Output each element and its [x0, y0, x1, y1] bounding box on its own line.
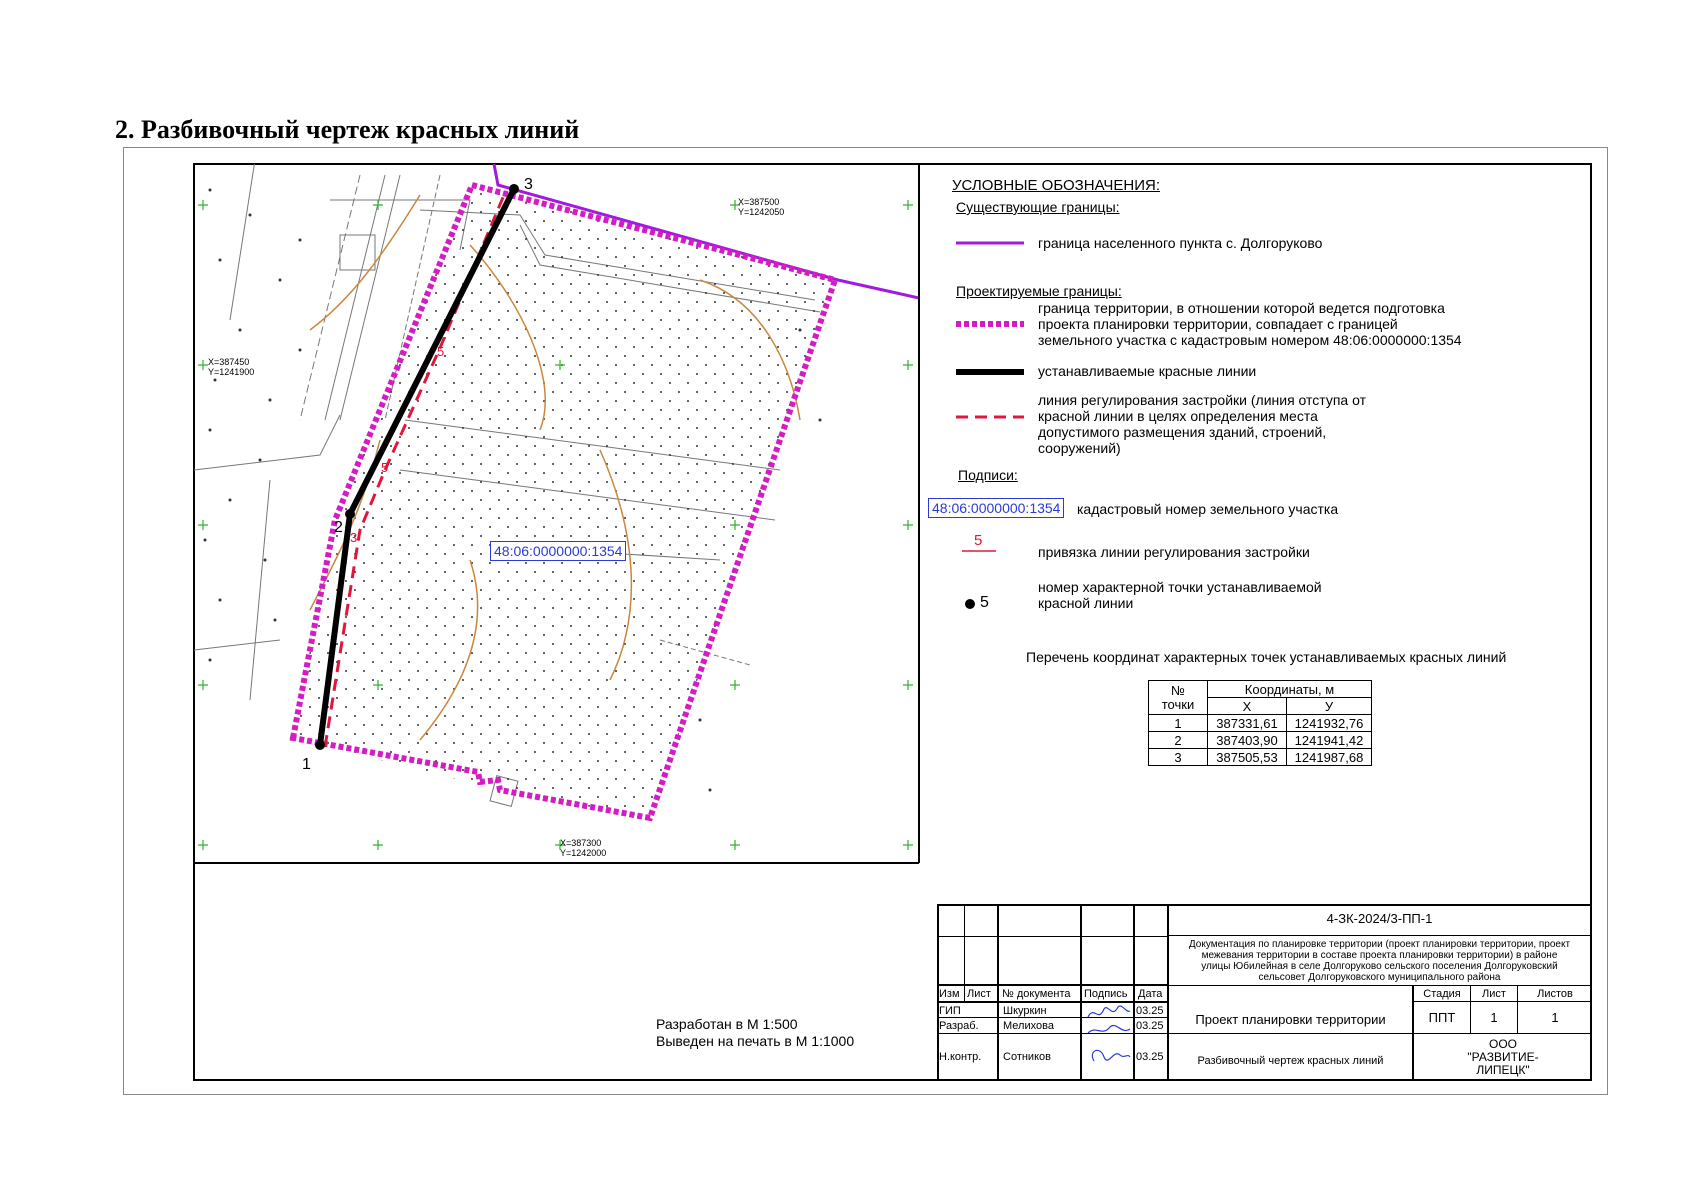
- page-heading: 2. Разбивочный чертеж красных линий: [115, 115, 580, 144]
- stamp-sheets: 1: [1551, 1010, 1559, 1025]
- stamp-name-dev: Мелихова: [1003, 1020, 1054, 1032]
- stamp-role-gip: ГИП: [939, 1005, 961, 1017]
- coords-head-no: № точки: [1149, 681, 1208, 715]
- coords-head-x: X: [1208, 698, 1287, 715]
- coords-head-coords: Координаты, м: [1208, 681, 1372, 698]
- point-label-1: 1: [302, 756, 311, 773]
- stamp-code: 4-ЗК-2024/3-ПП-1: [1326, 911, 1433, 926]
- scale-note: Разработан в М 1:500 Выведен на печать в М 1:1000: [656, 1016, 855, 1049]
- coords-head-y: У: [1287, 698, 1372, 715]
- stamp-role-nk: Н.контр.: [939, 1051, 982, 1063]
- point-marker-1: [315, 740, 325, 750]
- cadastral-number-label: 48:06:0000000:1354: [490, 541, 626, 561]
- stamp-col-doc: № документа: [1002, 988, 1071, 1000]
- legend-red-line-text: устанавливаемые красные линии: [1038, 363, 1257, 379]
- offset-label-lower: 3: [350, 530, 358, 545]
- offset-label-upper: 5: [437, 344, 445, 359]
- stamp-sheet-label: Лист: [1482, 988, 1506, 1000]
- stamp-stage-label: Стадия: [1423, 988, 1461, 1000]
- stamp-role-dev: Разраб.: [939, 1020, 979, 1032]
- legend-cadastral-desc: кадастровый номер земельного участка: [1077, 501, 1339, 517]
- legend-point-desc: номер характерной точки устанавливаемой красной линии: [1038, 579, 1322, 611]
- coords-table-title: Перечень координат характерных точек устанавливаемых красных линий: [1026, 649, 1507, 665]
- stamp-sheet-title: Разбивочный чертеж красных линий: [1197, 1055, 1384, 1067]
- grid-label-bottom: X=387300 Y=1242000: [560, 838, 607, 858]
- legend-territory-text: граница территории, в отношении которой ведется подготовка проекта планировки территории, совпадает с границей земельного участка с кадастровым номером 48:06:0000000:1354: [1038, 300, 1462, 348]
- stamp-col-date: Дата: [1138, 988, 1163, 1000]
- signatures: [1084, 1001, 1132, 1079]
- point-marker-2: [345, 509, 355, 519]
- stamp-date-nk: 03.25: [1136, 1051, 1164, 1063]
- stamp-description: Документация по планировке территории (проект планировки территории, проект межевания территории в составе проекта планировки территории) в районе улицы Юбилейная в селе Долгоруково сельского поселения Долгоруковский сельсовет Долгоруковского муниципального района: [1188, 939, 1571, 983]
- grid-label-left: X=387450 Y=1241900: [208, 357, 255, 377]
- stamp-sheet: 1: [1490, 1010, 1498, 1025]
- grid-label-top: X=387500 Y=1242050: [738, 197, 785, 217]
- point-marker-3: [509, 184, 519, 194]
- legend-offset-desc: привязка линии регулирования застройки: [1038, 544, 1310, 560]
- legend-settlement-text: граница населенного пункта с. Долгоруково: [1038, 235, 1323, 251]
- stamp-name-gip: Шкуркин: [1003, 1005, 1047, 1017]
- stamp-project: Проект планировки территории: [1195, 1012, 1386, 1027]
- table-row: 1 387331,61 1241932,76: [1149, 715, 1372, 732]
- legend-offset-example: 5: [974, 532, 983, 549]
- coords-table: [1148, 680, 1372, 766]
- legend-projected-heading: Проектируемые границы:: [956, 283, 1122, 299]
- table-row: 2 387403,90 1241941,42: [1149, 732, 1372, 749]
- legend-labels-heading: Подписи:: [958, 467, 1018, 483]
- point-label-3: 3: [524, 176, 533, 193]
- stamp-sheets-label: Листов: [1537, 988, 1573, 1000]
- legend-existing-heading: Существующие границы:: [956, 199, 1120, 215]
- stamp-org: ООО "РАЗВИТИЕ- ЛИПЕЦК": [1467, 1037, 1539, 1077]
- stamp-date-gip: 03.25: [1136, 1005, 1164, 1017]
- legend-panel: [920, 163, 1592, 903]
- stamp-col-izm: Изм: [939, 988, 960, 1000]
- point-label-2: 2: [334, 519, 343, 536]
- title-block: [937, 904, 1592, 1081]
- stamp-stage: ППТ: [1428, 1010, 1456, 1025]
- stamp-date-dev: 03.25: [1136, 1020, 1164, 1032]
- stamp-col-sign: Подпись: [1084, 988, 1128, 1000]
- offset-label-middle: 5: [381, 460, 389, 475]
- table-row: 3 387505,53 1241987,68: [1149, 749, 1372, 766]
- legend-point-example: 5: [980, 594, 989, 611]
- legend-setback-text: линия регулирования застройки (линия отступа от красной линии в целях определения места допустимого размещения зданий, строений, сооружений): [1038, 392, 1367, 456]
- legend-cadastral-example: 48:06:0000000:1354: [928, 498, 1064, 518]
- stamp-name-nk: Сотников: [1003, 1051, 1051, 1063]
- legend-title: УСЛОВНЫЕ ОБОЗНАЧЕНИЯ:: [952, 177, 1161, 194]
- stamp-col-list: Лист: [967, 988, 991, 1000]
